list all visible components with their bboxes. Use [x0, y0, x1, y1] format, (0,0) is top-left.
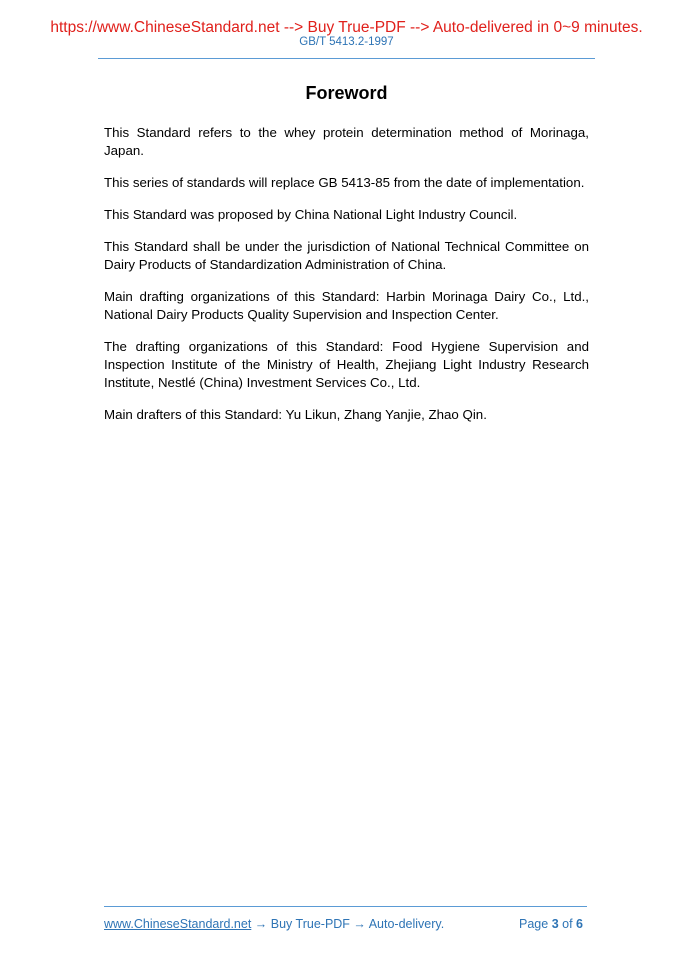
- paragraph-proposed-by: This Standard was proposed by China National Light Industry Council.: [104, 207, 518, 222]
- header-divider: [98, 58, 595, 59]
- page-title: Foreword: [305, 83, 388, 103]
- footer-site-link[interactable]: www.ChineseStandard.net: [104, 917, 252, 931]
- document-code: GB/T 5413.2-1997: [299, 36, 394, 48]
- foreword-body: [104, 124, 589, 438]
- page-label: Page: [519, 917, 549, 931]
- footer-left: [104, 916, 444, 932]
- paragraph-drafters: Main drafters of this Standard: Yu Likun, Zhang Yanjie, Zhao Qin.: [104, 407, 487, 422]
- footer-divider: [104, 906, 587, 907]
- page-current: 3: [551, 917, 559, 931]
- page-number: [519, 916, 583, 932]
- paragraph-drafting-orgs: The drafting organizations of this Standard: Food Hygiene Supervision and Inspection Institute of the Ministry of Health, Zhejiang Light Industry Research Institute, Nestlé (China) Investment Services Co., Ltd.: [104, 339, 589, 390]
- header-banner[interactable]: https://www.ChineseStandard.net --> Buy True-PDF --> Auto-delivered in 0~9 minutes.: [50, 19, 643, 36]
- page-total: 6: [576, 917, 583, 931]
- page-of: of: [562, 917, 573, 931]
- footer-tagline: → Buy True-PDF → Auto-delivery.: [251, 917, 445, 931]
- paragraph-reference: This Standard refers to the whey protein determination method of Morinaga, Japan.: [104, 125, 589, 158]
- paragraph-jurisdiction: This Standard shall be under the jurisdiction of National Technical Committee on Dairy Products of Standardization Administration of China.: [104, 239, 589, 272]
- paragraph-main-drafting-orgs: Main drafting organizations of this Standard: Harbin Morinaga Dairy Co., Ltd., National Dairy Products Quality Supervision and Inspection Center.: [104, 289, 589, 322]
- paragraph-replacement: This series of standards will replace GB 5413-85 from the date of implementation.: [104, 175, 585, 190]
